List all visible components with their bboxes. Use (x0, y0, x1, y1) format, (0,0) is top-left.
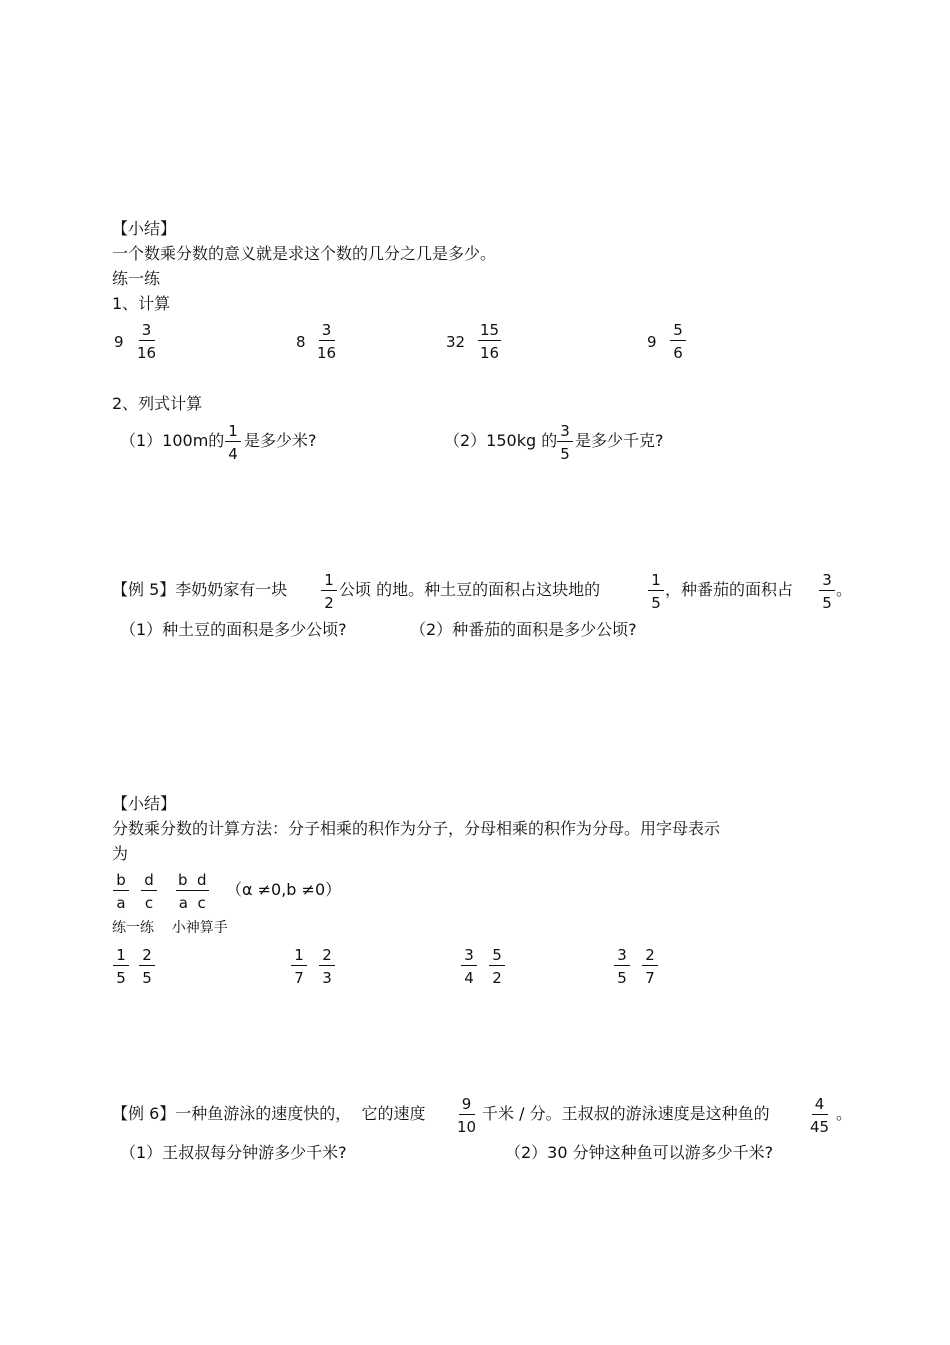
formula-condition: （α ≠0,b ≠0） (226, 880, 342, 899)
denominator: a (116, 894, 126, 912)
sub-question: （1）种土豆的面积是多少公顷? (120, 620, 347, 639)
denominator: 4 (228, 445, 238, 463)
denominator: 16 (317, 344, 337, 362)
fraction (225, 422, 241, 463)
denominator: 7 (645, 969, 655, 987)
fraction (137, 321, 156, 362)
summary-text: 分数乘分数的计算方法：分子相乘的积作为分子，分母相乘的积作为分母。用字母表示 (112, 819, 721, 838)
fraction (670, 321, 686, 362)
example-text: 千米 / 分。王叔叔的游泳速度是这种鱼的 (482, 1104, 770, 1123)
fraction (819, 571, 835, 612)
denominator: 4 (464, 969, 474, 987)
question-2-label: 2、列式计算 (112, 394, 203, 413)
fraction (457, 1095, 476, 1136)
fraction (141, 871, 157, 912)
whole-number: 8 (296, 333, 306, 351)
practice-heading: 练一练 (112, 269, 161, 288)
example-text: 。 (836, 1104, 853, 1123)
numerator: 1 (291, 946, 307, 966)
denominator: 2 (492, 969, 502, 987)
question-text: 是多少千克? (575, 431, 664, 450)
denominator: 3 (322, 969, 332, 987)
numerator: 1 (648, 571, 664, 591)
numerator: 4 (812, 1095, 828, 1115)
question-text: 是多少米? (244, 431, 317, 450)
numerator: 3 (461, 946, 477, 966)
sub-question: （2）种番茄的面积是多少公顷? (410, 620, 637, 639)
summary-heading: 【小结】 (112, 219, 177, 238)
fraction (319, 946, 335, 987)
denominator: 6 (673, 344, 683, 362)
denominator: a c (178, 894, 206, 912)
example-text: 。 (836, 580, 853, 599)
example-text: 【例 5】李奶奶家有一块 (112, 580, 288, 599)
summary-text: 为 (112, 844, 129, 863)
numerator: 5 (489, 946, 505, 966)
numerator: 1 (321, 571, 337, 591)
denominator: 5 (651, 594, 661, 612)
question-1-label: 1、计算 (112, 294, 171, 313)
question-text: （2）150kg 的 (444, 431, 558, 450)
fraction (291, 946, 307, 987)
numerator: 3 (319, 321, 335, 341)
fraction (614, 946, 630, 987)
numerator: b d (178, 871, 207, 889)
fraction (317, 321, 336, 362)
denominator: 7 (294, 969, 304, 987)
summary-text: 一个数乘分数的意义就是求这个数的几分之几是多少。 (112, 244, 497, 263)
whole-number: 9 (647, 333, 657, 351)
fraction (176, 871, 209, 912)
fraction (113, 946, 129, 987)
denominator: 16 (137, 344, 157, 362)
denominator: 5 (142, 969, 152, 987)
numerator: 2 (642, 946, 658, 966)
denominator: 5 (560, 445, 570, 463)
denominator: 5 (617, 969, 627, 987)
numerator: 1 (113, 946, 129, 966)
numerator: 5 (670, 321, 686, 341)
denominator: 10 (457, 1118, 477, 1136)
fraction (557, 422, 573, 463)
denominator: 2 (324, 594, 334, 612)
denominator: 5 (822, 594, 832, 612)
fraction (139, 946, 155, 987)
numerator: 2 (139, 946, 155, 966)
question-text: （1）100m的 (120, 431, 225, 450)
whole-number: 9 (114, 333, 124, 351)
fraction (461, 946, 477, 987)
numerator: 3 (614, 946, 630, 966)
practice-heading: 练一练 小神算手 (112, 920, 228, 936)
numerator: d (141, 871, 157, 891)
example-text: ，种番茄的面积占 (665, 580, 794, 599)
example-text: 公顷 的地。种土豆的面积占这块地的 (339, 580, 601, 599)
numerator: 9 (459, 1095, 475, 1115)
numerator: 15 (480, 321, 500, 339)
fraction (648, 571, 664, 612)
fraction (113, 871, 129, 912)
numerator: b (113, 871, 129, 891)
sub-question: （2）30 分钟这种鱼可以游多少千米? (505, 1143, 774, 1162)
fraction (489, 946, 505, 987)
denominator: 16 (480, 344, 500, 362)
numerator: 3 (819, 571, 835, 591)
numerator: 1 (225, 422, 241, 442)
denominator: 45 (810, 1118, 830, 1136)
fraction (478, 321, 501, 362)
fraction (642, 946, 658, 987)
denominator: 5 (116, 969, 126, 987)
fraction (810, 1095, 829, 1136)
numerator: 3 (557, 422, 573, 442)
denominator: c (144, 894, 154, 912)
summary-heading: 【小结】 (112, 794, 177, 813)
fraction (321, 571, 337, 612)
whole-number: 32 (446, 333, 466, 351)
sub-question: （1）王叔叔每分钟游多少千米? (120, 1143, 347, 1162)
example-text: 【例 6】一种鱼游泳的速度快的， 它的速度 (112, 1104, 426, 1123)
numerator: 3 (139, 321, 155, 341)
numerator: 2 (319, 946, 335, 966)
